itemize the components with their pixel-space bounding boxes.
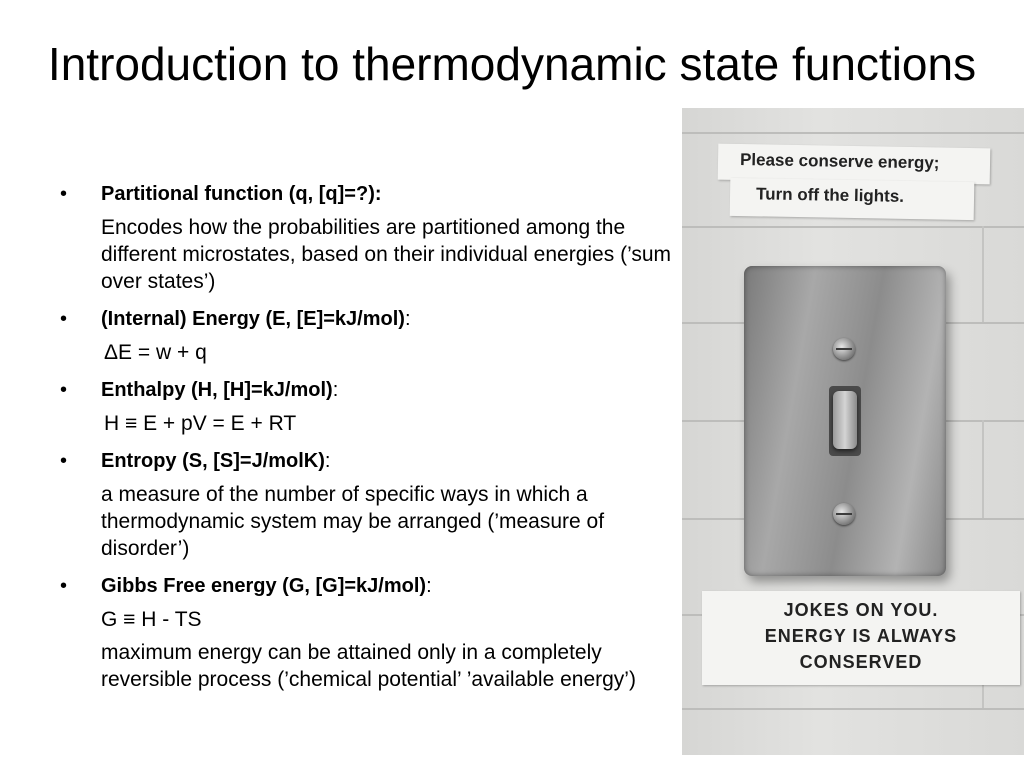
bullet-icon: • <box>60 450 68 472</box>
bullet-list <box>60 180 672 699</box>
bullet-detail: Encodes how the probabilities are partitioned among the different microstates, based on their individual energies (’sum over states’) <box>101 216 672 293</box>
bullet-item <box>60 305 672 333</box>
bullet-heading: (Internal) Energy (E, [E]=kJ/mol) <box>101 308 405 330</box>
switch-plate <box>744 266 946 576</box>
bullet-item <box>60 572 672 600</box>
screw-icon <box>833 503 855 525</box>
bullet-detail: a measure of the number of specific ways in which a thermodynamic system may be arranged (’measure of disorder’) <box>101 483 605 560</box>
bullet-heading: Partitional function (q, [q]=?): <box>101 183 382 205</box>
bullet-icon: • <box>60 575 68 597</box>
slide-title: Introduction to thermodynamic state functions <box>47 38 977 90</box>
bullet-detail: G ≡ H - TS <box>101 608 202 631</box>
sign-conserve-energy: Please conserve energy; <box>718 144 991 185</box>
bullet-detail: ΔE = w + q <box>104 341 207 364</box>
bullet-suffix: : <box>404 308 411 330</box>
bullet-detail: H ≡ E + pV = E + RT <box>104 412 297 435</box>
screw-icon <box>833 338 855 360</box>
sign-line: CONSERVED <box>799 652 923 672</box>
sign-jokes-on-you <box>702 591 1020 685</box>
toggle-switch-icon <box>833 391 857 449</box>
bullet-heading: Entropy (S, [S]=J/molK) <box>101 450 325 472</box>
light-switch-photo <box>682 108 1024 755</box>
bullet-heading: Gibbs Free energy (G, [G]=kJ/mol) <box>101 575 427 597</box>
bullet-heading: Enthalpy (H, [H]=kJ/mol) <box>101 379 333 401</box>
sign-line: ENERGY IS ALWAYS <box>764 626 958 646</box>
bullet-item <box>60 376 672 404</box>
bullet-item <box>60 180 672 208</box>
bullet-icon: • <box>60 379 68 401</box>
bullet-detail: maximum energy can be attained only in a completely reversible process (’chemical potential’ ’available energy’) <box>101 641 636 691</box>
bullet-icon: • <box>60 183 68 205</box>
bullet-suffix: : <box>332 379 339 401</box>
bullet-icon: • <box>60 308 68 330</box>
bullet-suffix: : <box>324 450 331 472</box>
sign-turn-off-lights: Turn off the lights. <box>730 178 975 220</box>
sign-line: JOKES ON YOU. <box>783 600 939 620</box>
bullet-suffix: : <box>426 575 432 597</box>
bullet-item <box>60 447 672 475</box>
